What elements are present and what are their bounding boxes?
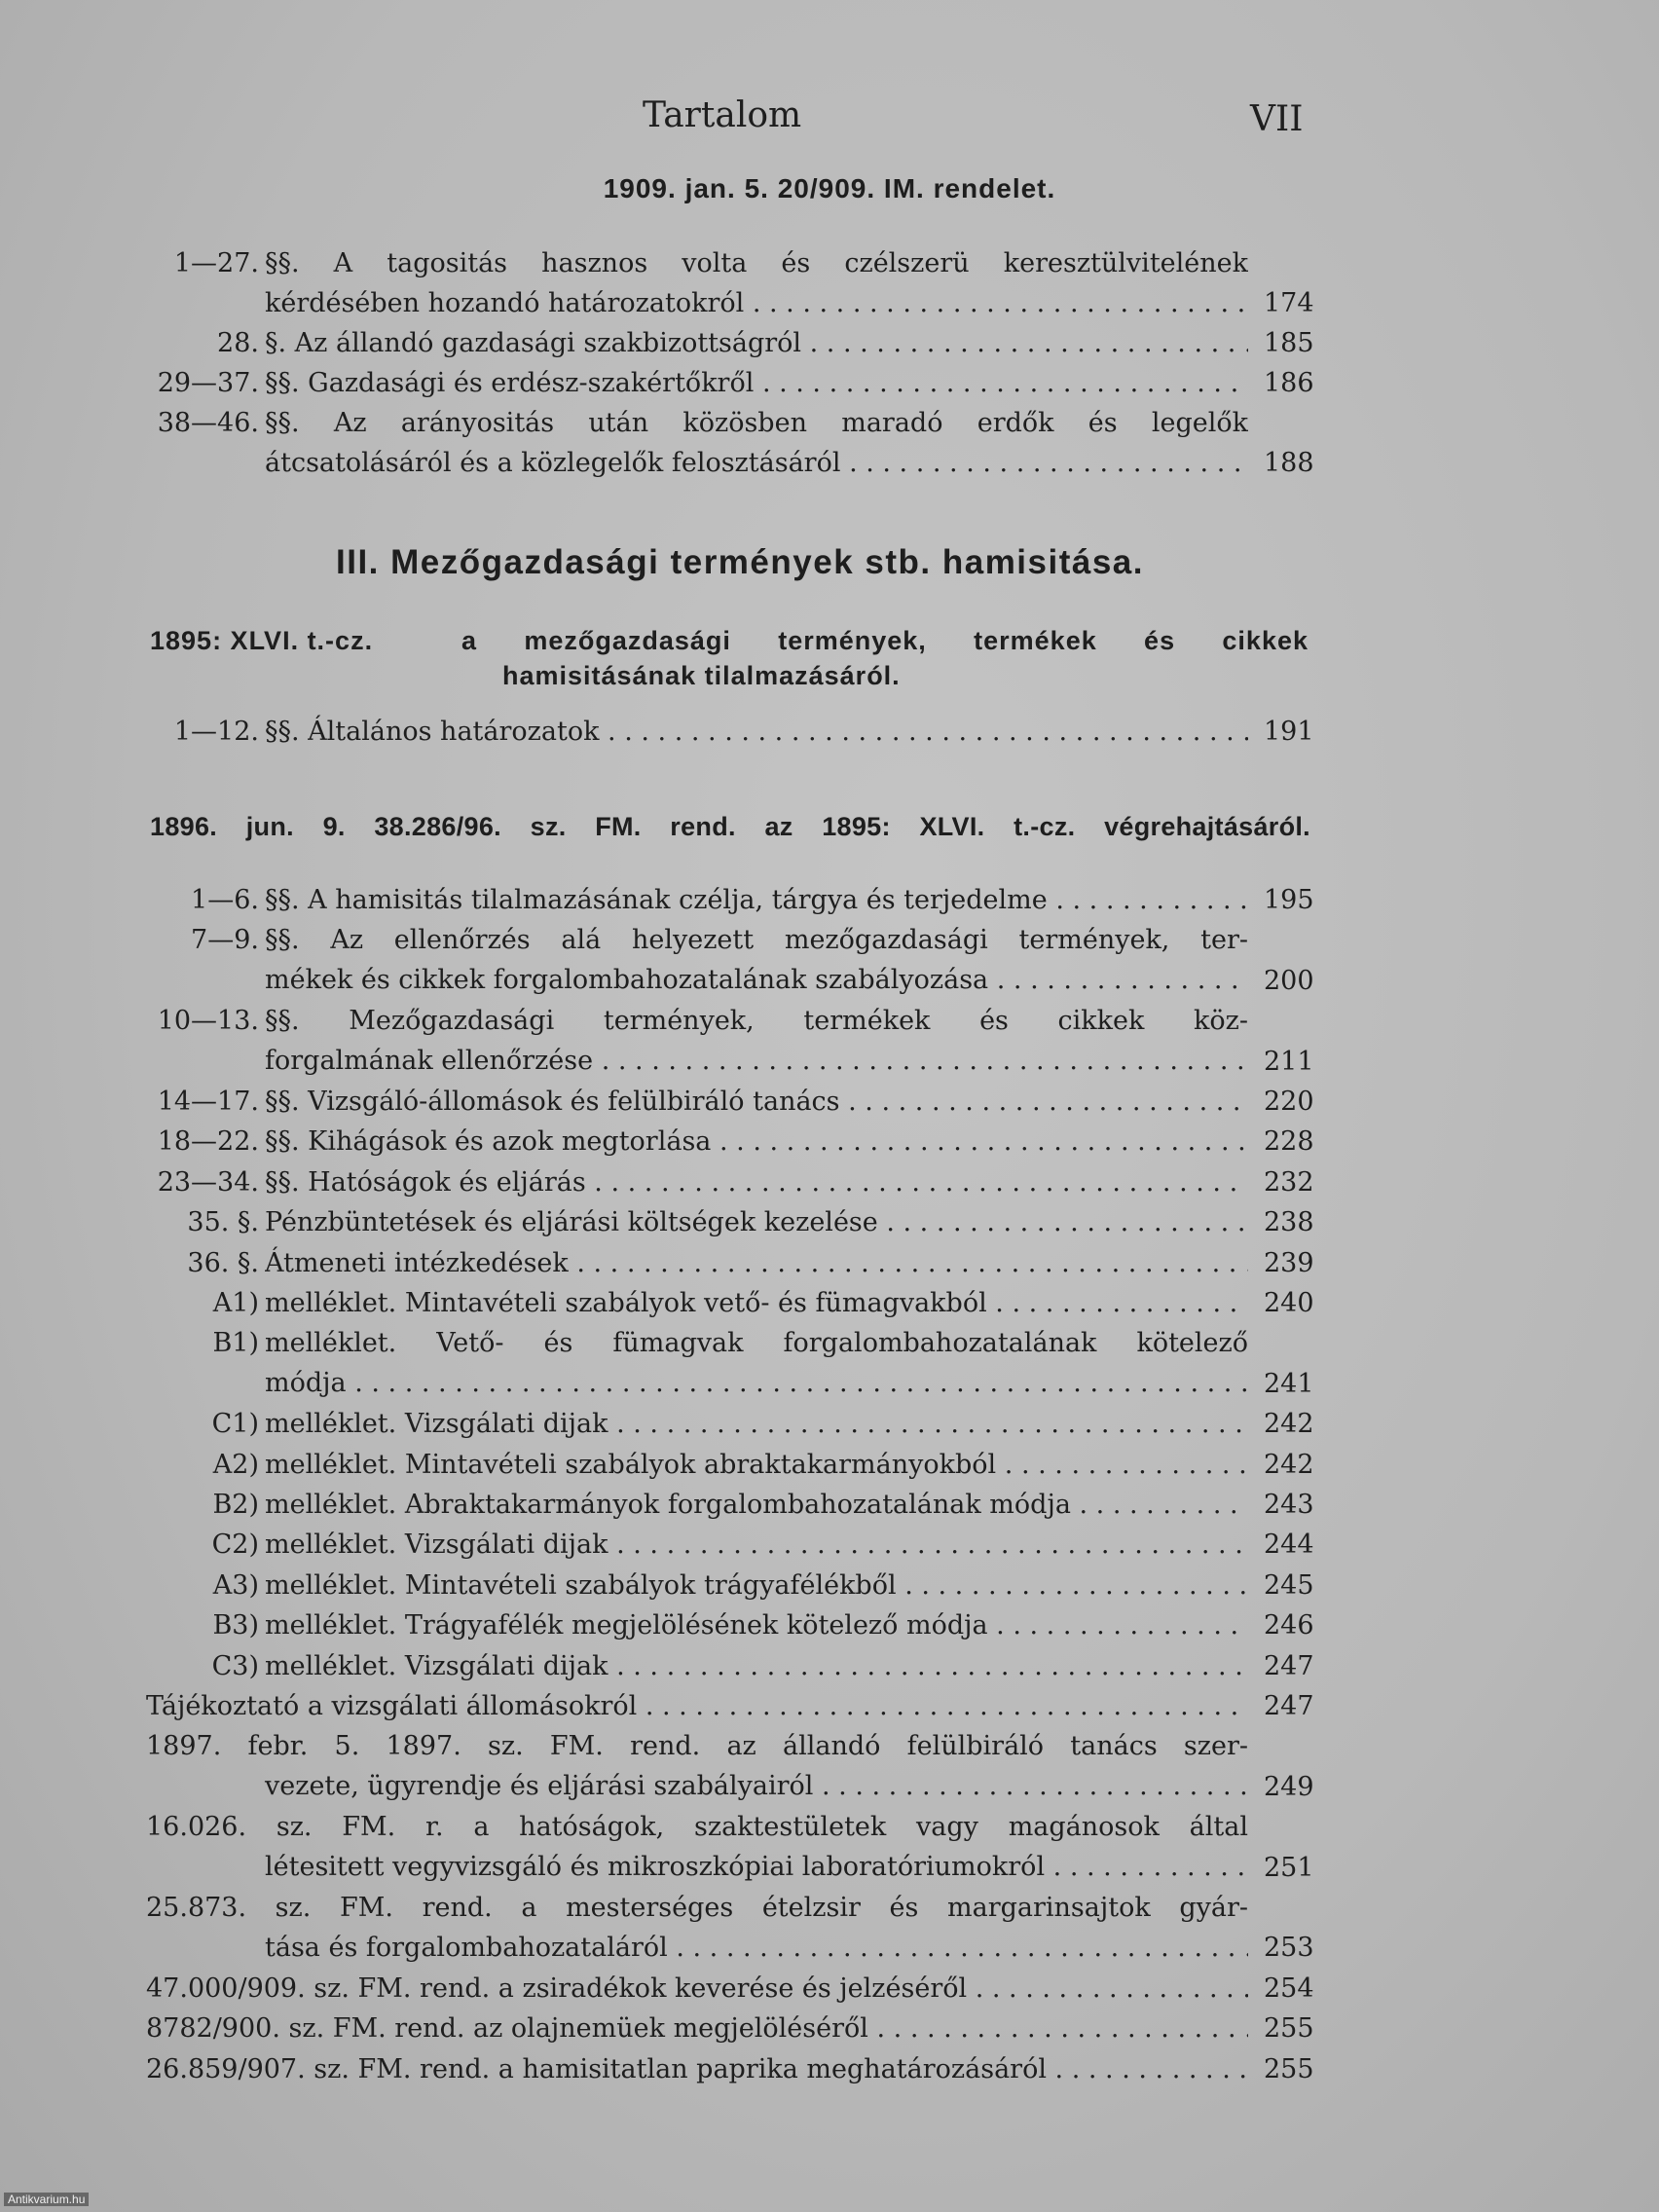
running-head-title: Tartalom [643, 95, 802, 135]
toc-entry-text: átcsatolásáról és a közlegelők felosztásáról . . . [265, 443, 1248, 483]
toc-entry-text: Pénzbüntetések és eljárási költségek kezelése . . . [265, 1202, 1248, 1242]
toc-entry-number: C1) [211, 1409, 259, 1440]
toc-entry-text: §§. Mezőgazdasági termények, termékek és cikkek köz- [265, 1006, 1248, 1037]
toc-entry-text: 16.026. sz. FM. r. a hatóságok, szaktestületek vagy magánosok által [146, 1812, 1248, 1843]
toc-page-number: 245 [1264, 1569, 1314, 1601]
watermark: Antikvarium.hu [4, 2193, 89, 2206]
toc-page-number: 188 [1264, 448, 1314, 478]
toc-page-number: 242 [1264, 1449, 1314, 1480]
toc-page-number: 251 [1264, 1852, 1314, 1883]
toc-entry-text: §§. Vizsgáló-állomások és felülbiráló tanács . . . [265, 1082, 1248, 1122]
toc-entry-number: 35. §. [187, 1207, 259, 1238]
toc-entry-text: §§. Hatóságok és eljárás . . . [265, 1162, 1248, 1202]
toc-page-number: 246 [1264, 1610, 1314, 1641]
toc-page-number: 254 [1264, 1972, 1314, 2004]
toc-entry-text: módja . . . [265, 1363, 1248, 1403]
toc-entry-text: Átmeneti intézkedések . . . [265, 1243, 1248, 1283]
toc-page-number: 242 [1264, 1409, 1314, 1440]
toc-entry-text: §§. Az ellenőrzés alá helyezett mezőgazdasági termények, ter- [265, 925, 1248, 956]
toc-entry-number: 28. [217, 328, 259, 358]
toc-entry-number: 1—12. [173, 717, 259, 747]
toc-entry-text: melléklet. Vizsgálati dijak . . . [265, 1646, 1248, 1686]
toc-page-number: 239 [1264, 1247, 1314, 1278]
toc-entry-text: forgalmának ellenőrzése . . . [265, 1041, 1248, 1081]
toc-entry-number: 14—17. [157, 1087, 259, 1117]
toc-page-number: 240 [1264, 1288, 1314, 1318]
toc-entry-number: A1) [212, 1288, 259, 1318]
running-head [0, 95, 1659, 144]
toc-page-number: 253 [1264, 1933, 1314, 1964]
toc-entry-number: 18—22. [157, 1126, 259, 1158]
act-title-line-1: a mezőgazdasági termények, termékek és cikkek [461, 626, 1309, 655]
toc-entry-text: Tájékoztató a vizsgálati állomásokról . . . [146, 1686, 1248, 1726]
toc-entry-text: 1897. febr. 5. 1897. sz. FM. rend. az állandó felülbiráló tanács szer- [146, 1731, 1248, 1762]
toc-entry-text: 47.000/909. sz. FM. rend. a zsiradékok keverése és jelzéséről . . . [146, 1969, 1248, 2009]
toc-entry-text: §. Az állandó gazdasági szakbizottságról . . . [265, 323, 1248, 363]
section-heading: III. Mezőgazdasági termények stb. hamisitása. [336, 543, 1144, 581]
toc-page-number: 247 [1264, 1691, 1314, 1721]
toc-entry-number: 38—46. [157, 408, 259, 438]
toc-entry-number: 10—13. [157, 1006, 259, 1037]
toc-entry-text: melléklet. Trágyafélék megjelölésének kötelező módja . . . [265, 1605, 1248, 1645]
toc-entry-text: 26.859/907. sz. FM. rend. a hamisitatlan paprika meghatározásáról . . . [146, 2049, 1248, 2089]
toc-entry-text: melléklet. Mintavételi szabályok abraktakarmányokból . . . [265, 1445, 1248, 1485]
toc-page-number: 220 [1264, 1087, 1314, 1117]
toc-page-number: 186 [1264, 368, 1314, 398]
toc-entry-text: §§. Általános határozatok . . . [265, 712, 1248, 752]
toc-entry-text: §§. Az arányositás után közösben maradó erdők és legelők [265, 408, 1248, 438]
toc-page-number: 238 [1264, 1207, 1314, 1238]
act-number: 1895: XLVI. t.-cz. [150, 626, 374, 655]
toc-entry-number: 29—37. [157, 368, 259, 398]
toc-entry-text: melléklet. Abraktakarmányok forgalombahozatalának módja . . . [265, 1485, 1248, 1525]
toc-entry-text: melléklet. Vizsgálati dijak . . . [265, 1525, 1248, 1565]
toc-entry-number: A3) [212, 1569, 259, 1601]
toc-page-number: 243 [1264, 1490, 1314, 1520]
toc-page-number: 247 [1264, 1650, 1314, 1681]
toc-page-number: 174 [1264, 288, 1314, 318]
toc-entry-text: kérdésében hozandó határozatokról . . . [265, 283, 1248, 323]
toc-entry-text: §§. A tagositás hasznos volta és czélszerü keresztülvitelének [265, 248, 1248, 278]
toc-entry-number: 23—34. [157, 1166, 259, 1198]
toc-entry-text: §§. Kihágások és azok megtorlása . . . [265, 1122, 1248, 1161]
page-number: VII [1250, 99, 1304, 139]
toc-page-number: 185 [1264, 328, 1314, 358]
toc-entry-number: A2) [212, 1449, 259, 1480]
toc-entry-text: melléklet. Mintavételi szabályok vető- és fümagvakból . . . [265, 1283, 1248, 1323]
toc-entry-number: 36. §. [187, 1247, 259, 1278]
toc-entry-number: C2) [211, 1530, 259, 1561]
toc-entry-text: 25.873. sz. FM. rend. a mesterséges ételzsir és margarinsajtok gyár- [146, 1893, 1248, 1923]
toc-page-number: 244 [1264, 1530, 1314, 1561]
ordinance-heading: 1896. jun. 9. 38.286/96. sz. FM. rend. az 1895: XLVI. t.-cz. végrehajtásáról. [150, 812, 1310, 841]
toc-page-number: 228 [1264, 1126, 1314, 1158]
act-title-line-2: hamisitásának tilalmazásáról. [502, 661, 901, 690]
toc-entry-number: 1—6. [191, 885, 259, 915]
toc-page-number: 255 [1264, 2013, 1314, 2045]
toc-page-number: 200 [1264, 965, 1314, 996]
toc-page-number: 232 [1264, 1166, 1314, 1198]
decree-heading: 1909. jan. 5. 20/909. IM. rendelet. [603, 173, 1056, 203]
toc-entry-number: B3) [212, 1610, 259, 1641]
toc-entry-text: mékek és cikkek forgalombahozatalának szabályozása . . . [265, 960, 1248, 1000]
toc-page-number: 211 [1264, 1046, 1314, 1077]
toc-entry-text: §§. A hamisitás tilalmazásának czélja, tárgya és terjedelme . . . [265, 880, 1248, 920]
toc-entry-text: létesitett vegyvizsgáló és mikroszkópiai laboratóriumokról . . . [146, 1847, 1248, 1887]
toc-entry-text: tása és forgalombahozataláról . . . [146, 1928, 1248, 1968]
toc-entry-number: 7—9. [191, 925, 259, 956]
toc-entry-text: melléklet. Vizsgálati dijak . . . [265, 1404, 1248, 1444]
toc-page-number: 191 [1264, 717, 1314, 747]
toc-entry-text: §§. Gazdasági és erdész-szakértőkről . . . [265, 363, 1248, 403]
toc-entry-text: melléklet. Vető- és fümagvak forgalombahozatalának kötelező [265, 1328, 1248, 1359]
toc-entry-text: 8782/900. sz. FM. rend. az olajnemüek megjelöléséről . . . [146, 2009, 1248, 2048]
toc-entry-number: B1) [212, 1328, 259, 1359]
toc-page-number: 241 [1264, 1368, 1314, 1399]
toc-page-number: 249 [1264, 1771, 1314, 1802]
toc-entry-number: B2) [212, 1490, 259, 1520]
toc-entry-text: melléklet. Mintavételi szabályok trágyafélékből . . . [265, 1566, 1248, 1605]
toc-page-number: 195 [1264, 885, 1314, 915]
toc-entry-number: 1—27. [173, 248, 259, 278]
toc-entry-text: vezete, ügyrendje és eljárási szabályairól . . . [146, 1766, 1248, 1806]
toc-entry-number: C3) [211, 1650, 259, 1681]
toc-page-number: 255 [1264, 2053, 1314, 2084]
